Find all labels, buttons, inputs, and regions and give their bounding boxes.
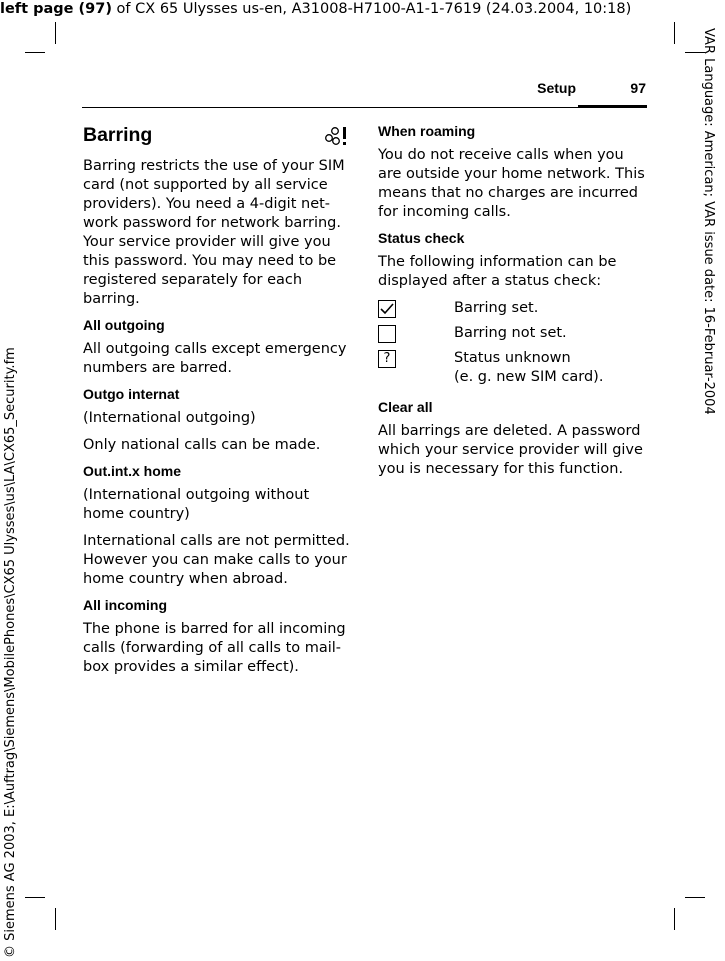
section-title bbox=[83, 123, 351, 147]
copyright-path-note: © Siemens AG 2003, E:\Auftrag\Siemens\MobilePhones\CX65 Ulysses\us\LA\CX65_Security.fm bbox=[3, 347, 18, 958]
crop-mark bbox=[55, 908, 56, 930]
out-int-x-home-heading: Out.int.x home bbox=[83, 463, 181, 479]
right-column bbox=[378, 123, 650, 487]
when-roaming-heading: When roaming bbox=[378, 123, 476, 139]
clear-all-heading: Clear all bbox=[378, 399, 433, 415]
left-column bbox=[83, 123, 351, 685]
var-language-note: VAR Language: American; VAR issue date: 16-Februar-2004 bbox=[701, 28, 716, 415]
out-int-x-home-paren: (International outgoing without home country) bbox=[83, 487, 310, 522]
question-box-icon: ? bbox=[378, 350, 396, 368]
status-row-unknown bbox=[378, 349, 650, 387]
status-row-not-set bbox=[378, 324, 650, 343]
status-label: Barring set. bbox=[454, 300, 539, 316]
crop-mark bbox=[25, 52, 45, 53]
status-label: Status unknown (e. g. new SIM card). bbox=[454, 350, 604, 385]
print-meta-details: of CX 65 Ulysses us-en, A31008-H7100-A1-1-7619 (24.03.2004, 10:18) bbox=[111, 1, 632, 17]
print-meta-page: left page (97) bbox=[0, 1, 112, 17]
barring-intro: Barring restricts the use of your SIM card (not supported by all service providers). You need a 4-digit net-work password for network barring. Your service provider will give you this password. You may need to be registered separately for each barring. bbox=[83, 158, 345, 307]
outgo-internat-heading: Outgo internat bbox=[83, 386, 180, 402]
outgo-internat-text: Only national calls can be made. bbox=[83, 437, 321, 453]
crop-mark bbox=[25, 897, 45, 898]
crop-mark bbox=[685, 897, 705, 898]
clear-all-text: All barrings are deleted. A password which your service provider will give you is necessary for this function. bbox=[378, 423, 643, 477]
crop-mark bbox=[55, 22, 56, 44]
print-meta-line bbox=[0, 0, 631, 18]
page-number: 97 bbox=[630, 80, 646, 96]
empty-box-icon bbox=[378, 325, 396, 343]
when-roaming-text: You do not receive calls when you are outside your home network. This means that no charges are incurred for incoming calls. bbox=[378, 147, 645, 220]
status-row-set bbox=[378, 299, 650, 318]
header-rule-accent bbox=[578, 105, 647, 108]
network-warning-icon bbox=[323, 125, 349, 147]
crop-mark bbox=[674, 908, 675, 930]
all-incoming-text: The phone is barred for all incoming calls (forwarding of all calls to mail-box provides a similar effect). bbox=[83, 621, 346, 675]
header-rule bbox=[82, 107, 647, 108]
check-box-icon bbox=[378, 300, 396, 318]
all-outgoing-heading: All outgoing bbox=[83, 317, 165, 333]
out-int-x-home-text: International calls are not permitted. However you can make calls to your home country when abroad. bbox=[83, 533, 350, 587]
status-label: Barring not set. bbox=[454, 325, 567, 341]
status-check-heading: Status check bbox=[378, 230, 465, 246]
status-check-intro: The following information can be displayed after a status check: bbox=[378, 254, 617, 289]
all-incoming-heading: All incoming bbox=[83, 597, 167, 613]
all-outgoing-text: All outgoing calls except emergency numbers are barred. bbox=[83, 341, 347, 376]
crop-mark bbox=[674, 22, 675, 44]
outgo-internat-paren: (International outgoing) bbox=[83, 410, 256, 426]
section-title-text: Barring bbox=[83, 124, 153, 146]
running-header-section: Setup bbox=[537, 80, 576, 96]
